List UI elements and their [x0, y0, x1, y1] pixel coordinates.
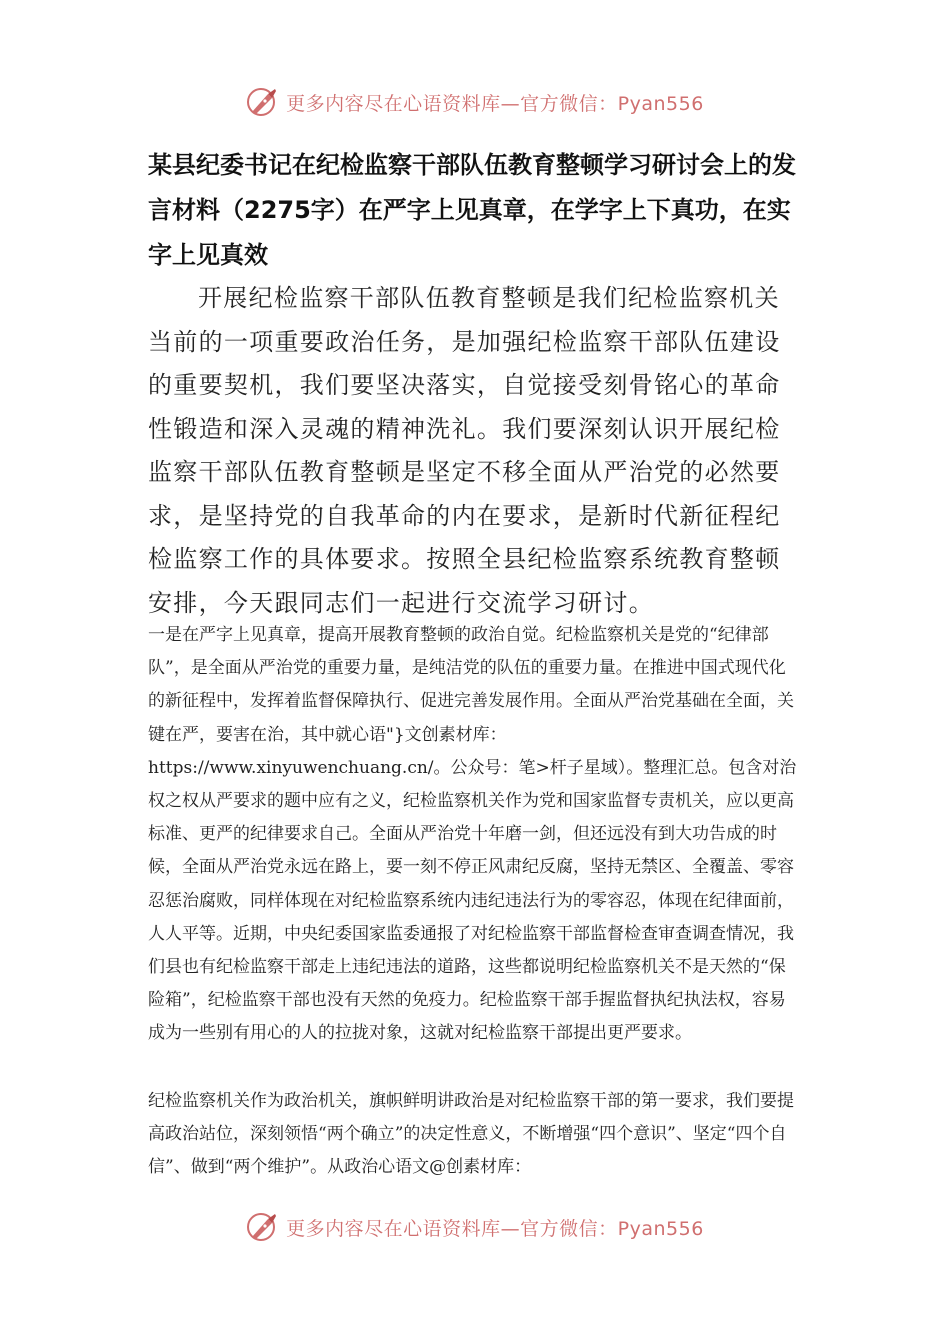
pen-nib-logo-icon [246, 85, 280, 119]
intro-paragraph: 开展纪检监察干部队伍教育整顿是我们纪检监察机关当前的一项重要政治任务，是加强纪检监察干部队伍建设的重要契机，我们要坚决落实，自觉接受刻骨铭心的革命性锻造和深入灵魂的精神洗礼。我们要深刻认识开展纪检监察干部队伍教育整顿是坚定不移全面从严治党的必然要求，是坚持党的自我革命的内在要求，是新时代新征程纪检监察工作的具体要求。按照全县纪检监察系统教育整顿安排，今天跟同志们一起进行交流学习研讨。 [148, 284, 781, 617]
body-paragraph-1: 一是在严字上见真章，提高开展教育整顿的政治自觉。纪检监察机关是党的“纪律部队”，是全面从严治党的重要力量，是纯洁党的队伍的重要力量。在推进中国式现代化的新征程中，发挥着监督保障执行、促进完善发展作用。全面从严治党基础在全面，关键在严，要害在治，其中就心语"}文创素材库：https://www.xinyuwenchuang.cn/。公众号：笔>杆子星域）。整理汇总。包含对治权之权从严要求的题中应有之义，纪检监察机关作为党和国家监督专责机关，应以更高标准、更严的纪律要求自己。全面从严治党十年磨一剑，但还远没有到大功告成的时候，全面从严治党永远在路上，要一刻不停正风肃纪反腐，坚持无禁区、全覆盖、零容忍惩治腐败，同样体现在对纪检监察系统内违纪违法行为的零容忍，体现在纪律面前，人人平等。近期，中央纪委国家监委通报了对纪检监察干部监督检查审查调查情况，我们县也有纪检监察干部走上违纪违法的道路，这些都说明纪检监察机关不是天然的“保险箱”，纪检监察干部也没有天然的免疫力。纪检监察干部手握监督执纪执法权，容易成为一些别有用心的人的拉拢对象，这就对纪检监察干部提出更严要求。 [148, 625, 797, 1044]
pen-nib-logo-icon [246, 1210, 280, 1244]
body-paragraph-2: 纪检监察机关作为政治机关，旗帜鲜明讲政治是对纪检监察干部的第一要求，我们要提高政治站位，深刻领悟“两个确立”的决定性意义，不断增强“四个意识”、坚定“四个自信”、做到“两个维护”。从政治心语文@创素材库： [148, 1091, 794, 1178]
footer-banner [0, 1207, 950, 1247]
document-title: 某县纪委书记在纪检监察干部队伍教育整顿学习研讨会上的发言材料（2275字）在严字上见真章，在学字上下真功，在实字上见真效 [148, 151, 796, 269]
header-banner [0, 82, 950, 122]
footer-banner-text: 更多内容尽在心语资料库—官方微信：Pyan556 [286, 1217, 704, 1240]
header-banner-text: 更多内容尽在心语资料库—官方微信：Pyan556 [286, 92, 704, 115]
